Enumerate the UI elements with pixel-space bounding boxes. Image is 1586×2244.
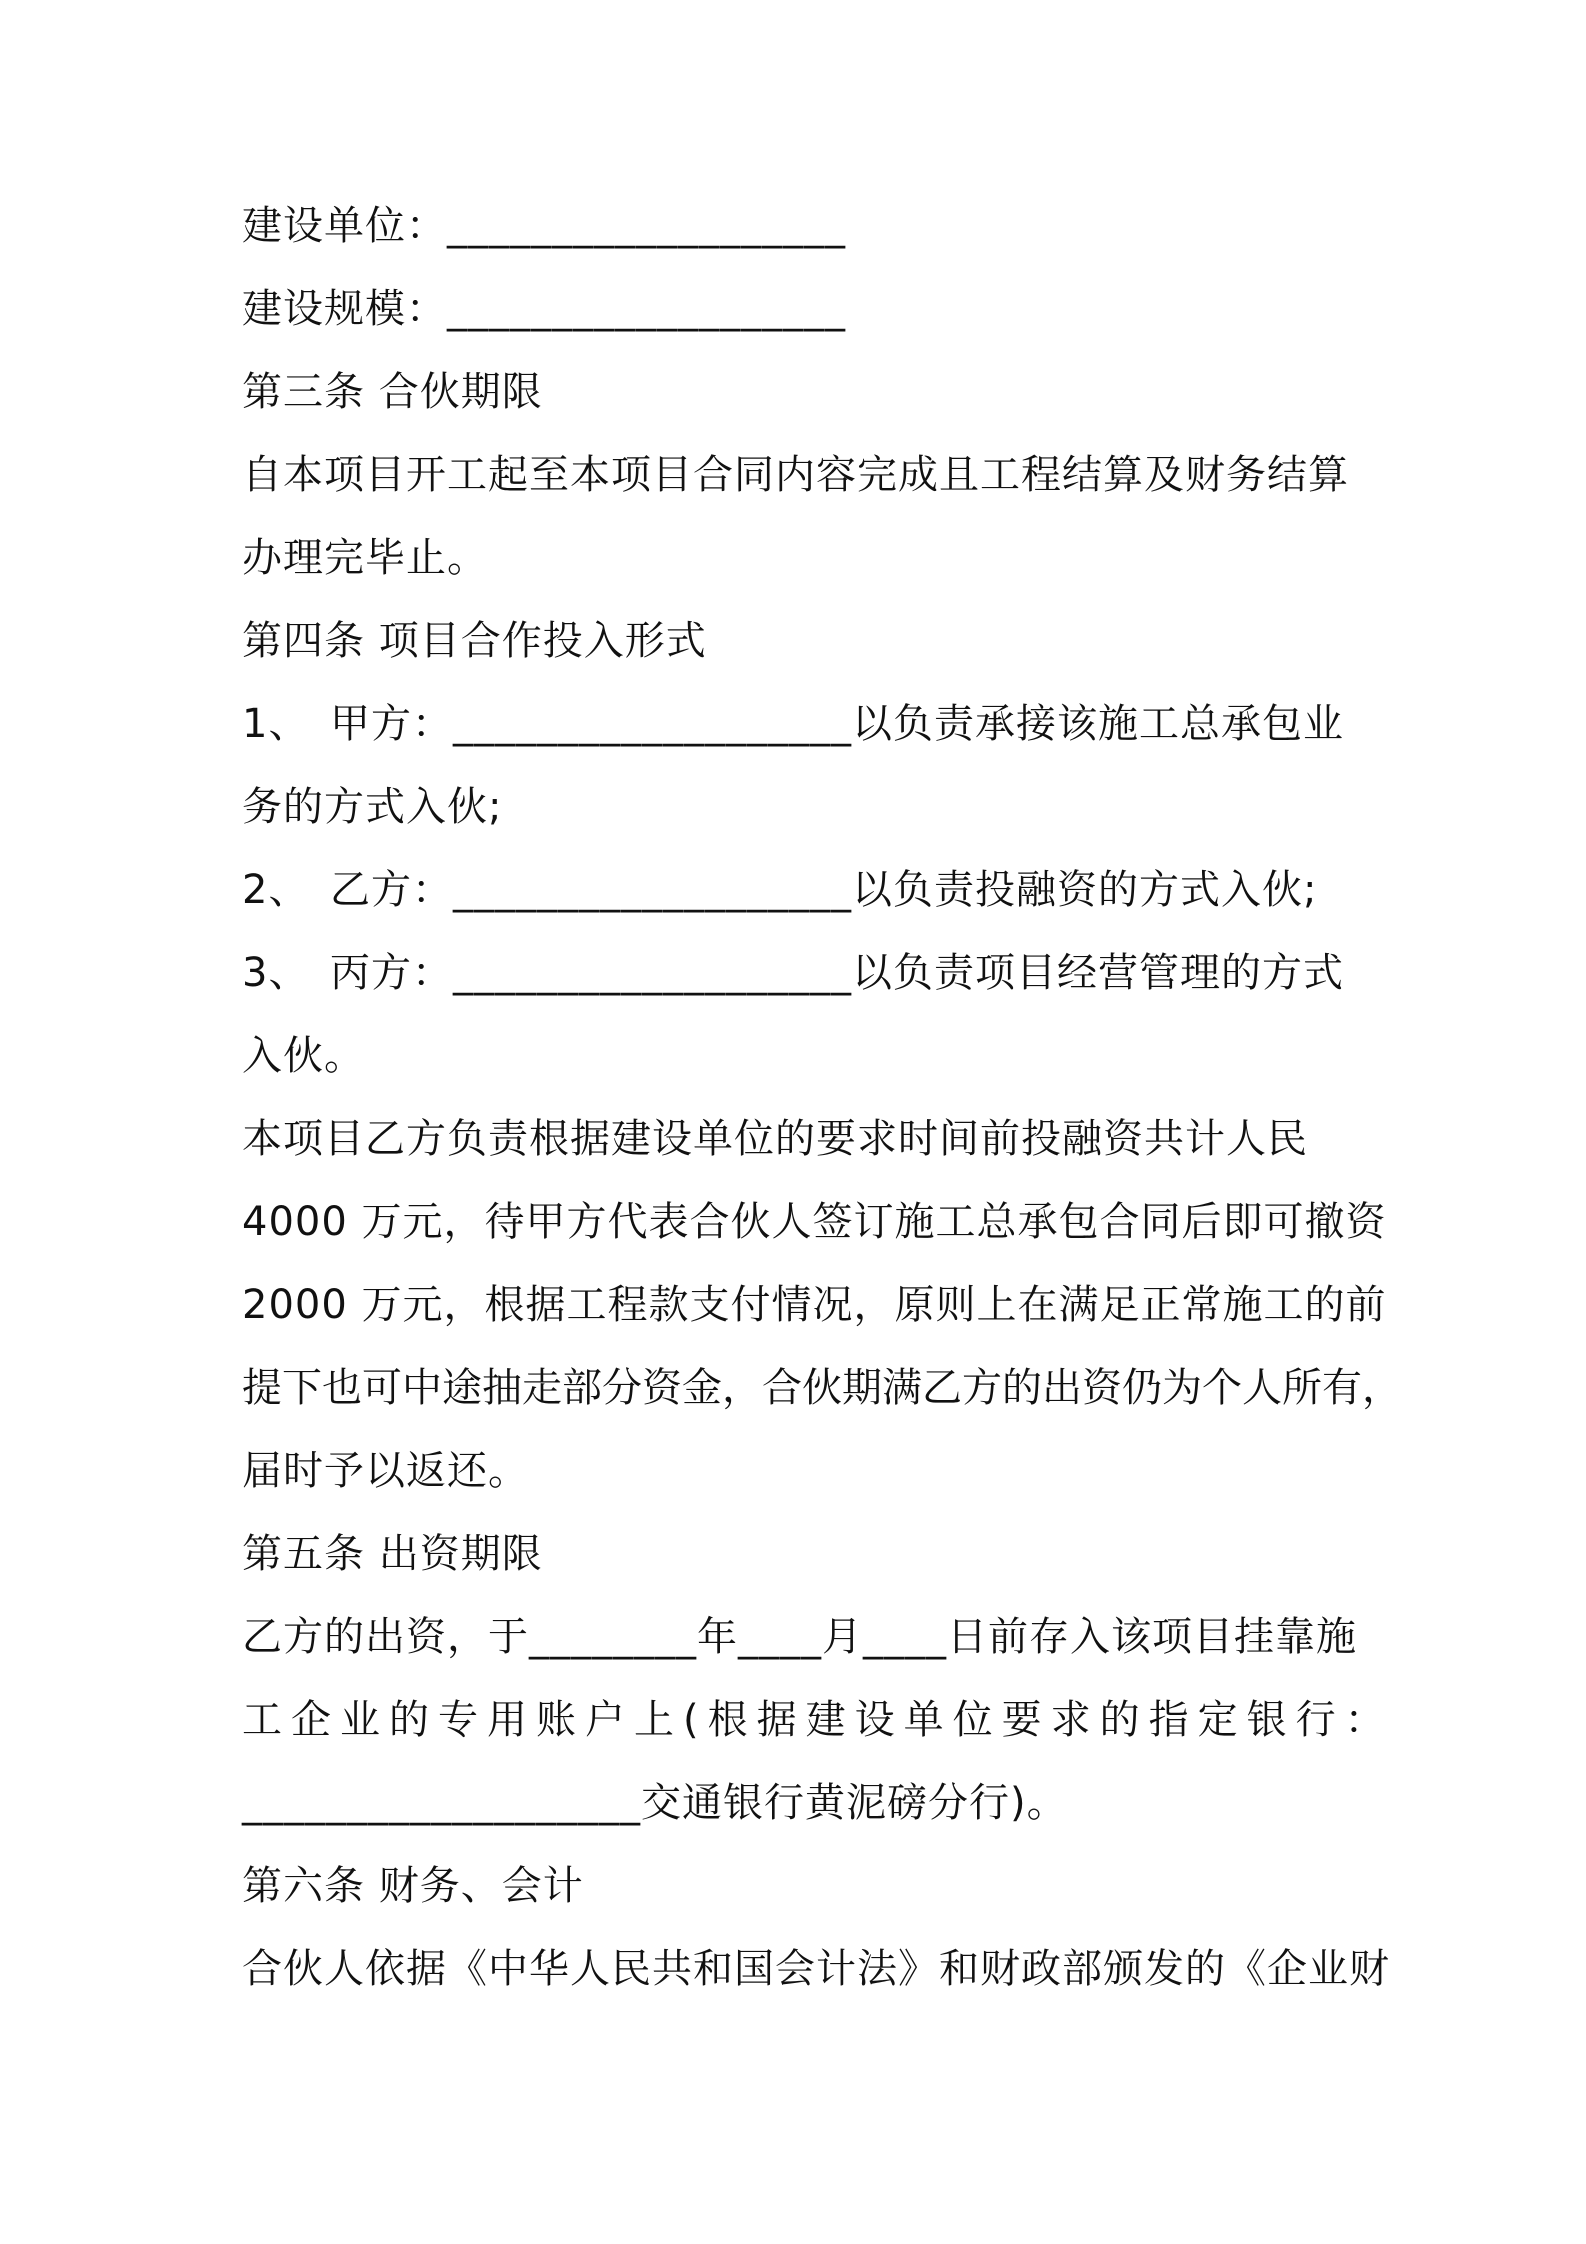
item-3-continuation: 入伙。 [242, 1033, 365, 1079]
construction-scale-line: 建设规模：___________________ [242, 286, 846, 332]
article-6-heading: 第六条 财务、会计 [242, 1863, 584, 1909]
article-4-heading: 第四条 项目合作投入形式 [242, 618, 707, 664]
construction-unit-line: 建设单位：___________________ [242, 203, 846, 249]
item-1-line [242, 696, 1372, 752]
article-3-body-line-2: 办理完毕止。 [242, 535, 488, 581]
article-5-body-line-1: 乙方的出资，于________年____月____日前存入该项目挂靠施 [242, 1614, 1357, 1660]
investment-paragraph-line-2: 4000 万元，待甲方代表合伙人签订施工总承包合同后即可撤资 [242, 1199, 1387, 1245]
item-3-text: 丙方：___________________以负责项目经营管理的方式 [330, 950, 1344, 996]
investment-paragraph-line-1: 本项目乙方负责根据建设单位的要求时间前投融资共计人民 [242, 1116, 1308, 1162]
item-2-text: 乙方：___________________以负责投融资的方式入伙; [330, 867, 1318, 913]
article-5-heading: 第五条 出资期限 [242, 1531, 543, 1577]
item-1-text: 甲方：___________________以负责承接该施工总承包业 [330, 701, 1344, 747]
investment-paragraph-line-3: 2000 万元，根据工程款支付情况，原则上在满足正常施工的前 [242, 1282, 1387, 1328]
article-5-body-line-2: 工企业的专用账户上(根据建设单位要求的指定银行： [242, 1697, 1394, 1743]
article-3-body-line-1: 自本项目开工起至本项目合同内容完成且工程结算及财务结算 [242, 452, 1349, 498]
investment-paragraph-line-5: 届时予以返还。 [242, 1448, 529, 1494]
item-3-number: 3、 [242, 950, 310, 996]
article-3-heading: 第三条 合伙期限 [242, 369, 543, 415]
item-2-line [242, 862, 1372, 918]
investment-paragraph-line-4: 提下也可中途抽走部分资金，合伙期满乙方的出资仍为个人所有， [242, 1365, 1402, 1411]
article-6-body-line-1: 合伙人依据《中华人民共和国会计法》和财政部颁发的《企业财 [242, 1946, 1390, 1992]
item-2-number: 2、 [242, 867, 310, 913]
article-5-body-line-3: ___________________交通银行黄泥磅分行)。 [242, 1780, 1068, 1826]
item-1-number: 1、 [242, 701, 310, 747]
item-3-line [242, 945, 1372, 1001]
item-1-continuation: 务的方式入伙; [242, 784, 503, 830]
